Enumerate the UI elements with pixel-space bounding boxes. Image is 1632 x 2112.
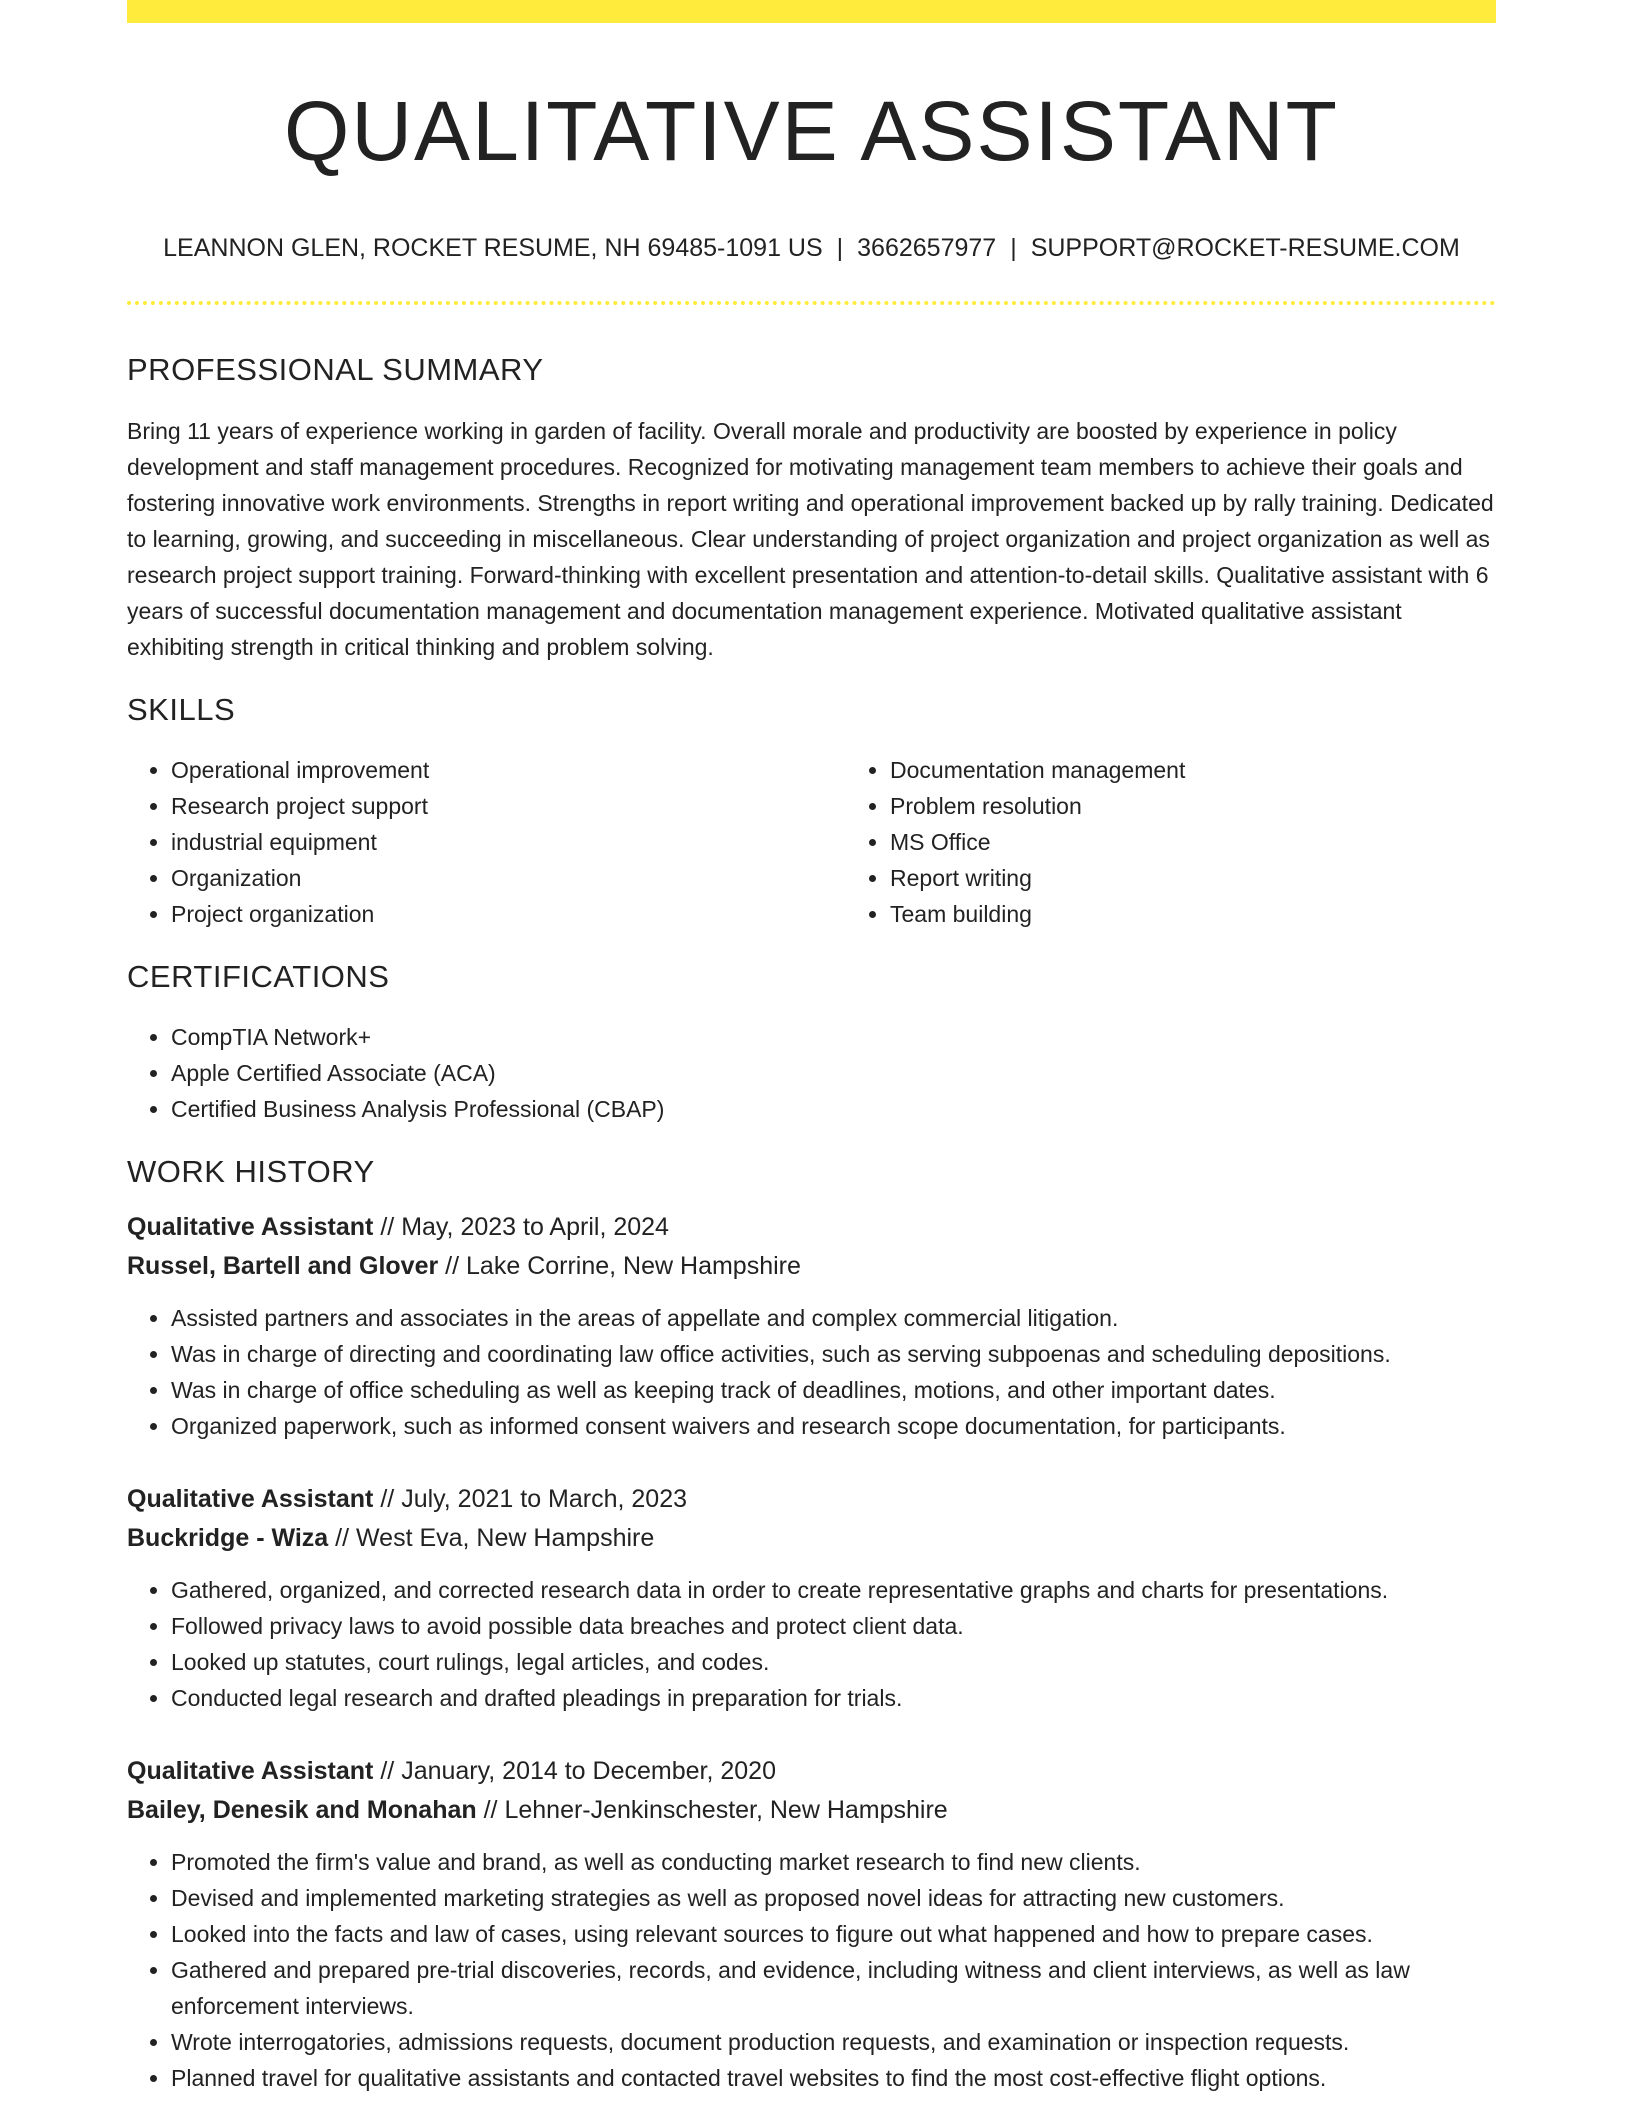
contact-separator: | [1010, 234, 1017, 263]
summary-heading: PROFESSIONAL SUMMARY [127, 352, 544, 388]
job-entry [127, 1480, 1496, 1716]
skill-item: • industrial equipment [171, 824, 846, 860]
job-bullet: • Wrote interrogatories, admissions requests, document production requests, and examination or inspection requests. [171, 2024, 1496, 2060]
accent-top-bar [127, 0, 1496, 23]
job-bullet: • Gathered and prepared pre-trial discoveries, records, and evidence, including witness and client interviews, as well as law enforcement interviews. [171, 1952, 1496, 2024]
job-role-line [127, 1480, 1496, 1519]
page-title: QUALITATIVE ASSISTANT [284, 84, 1339, 178]
job-bullet: • Was in charge of office scheduling as well as keeping track of deadlines, motions, and other important dates. [171, 1372, 1496, 1408]
job-role: Qualitative Assistant [127, 1213, 374, 1242]
resume-page [127, 0, 1496, 2096]
job-dates: May, 2023 to April, 2024 [401, 1213, 669, 1242]
job-entry [127, 1752, 1496, 2096]
job-company-line [127, 1519, 1496, 1558]
job-bullet: • Planned travel for qualitative assistants and contacted travel websites to find the most cost-effective flight options. [171, 2060, 1496, 2096]
contact-line [127, 233, 1496, 263]
certifications-list [127, 1019, 1496, 1127]
skill-item: • Report writing [890, 860, 1565, 896]
skills-columns [127, 752, 1496, 932]
skills-list-right [846, 752, 1565, 932]
job-divider: // [445, 1252, 460, 1281]
skill-item: • Organization [171, 860, 846, 896]
job-bullet: • Assisted partners and associates in the areas of appellate and complex commercial litigation. [171, 1300, 1496, 1336]
job-role-line [127, 1208, 1496, 1247]
job-divider: // [380, 1757, 395, 1786]
contact-email: SUPPORT@ROCKET-RESUME.COM [1030, 234, 1460, 263]
skill-item: • Problem resolution [890, 788, 1565, 824]
skill-item: • Operational improvement [171, 752, 846, 788]
job-bullet: • Followed privacy laws to avoid possible data breaches and protect client data. [171, 1608, 1496, 1644]
job-bullet: • Looked into the facts and law of cases, using relevant sources to figure out what happened and how to prepare cases. [171, 1916, 1496, 1952]
skill-item: • Team building [890, 896, 1565, 932]
skill-item: • Project organization [171, 896, 846, 932]
job-bullet: • Organized paperwork, such as informed consent waivers and research scope documentation, for participants. [171, 1408, 1496, 1444]
job-company: Buckridge - Wiza [127, 1524, 329, 1553]
job-bullet: • Promoted the firm's value and brand, as well as conducting market research to find new clients. [171, 1844, 1496, 1880]
job-dates: January, 2014 to December, 2020 [401, 1757, 776, 1786]
dotted-divider [127, 301, 1496, 305]
job-company: Russel, Bartell and Glover [127, 1252, 439, 1281]
skill-item: • Research project support [171, 788, 846, 824]
job-company-line [127, 1791, 1496, 1830]
job-location: Lehner-Jenkinschester, New Hampshire [504, 1796, 948, 1825]
certifications-heading: CERTIFICATIONS [127, 958, 390, 994]
job-bullet: • Conducted legal research and drafted pleadings in preparation for trials. [171, 1680, 1496, 1716]
summary-text: Bring 11 years of experience working in garden of facility. Overall morale and productivity are boosted by experience in policy development and staff management procedures. Recognized for motivating management team members to achieve their goals and fostering innovative work environments. Strengths in report writing and operational improvement backed up by rally training. Dedicated to learning, growing, and succeeding in miscellaneous. Clear understanding of project organization and project organization as well as research project support training. Forward-thinking with excellent presentation and attention-to-detail skills. Qualitative assistant with 6 years of successful documentation management and documentation management experience. Motivated qualitative assistant exhibiting strength in critical thinking and problem solving. [127, 417, 1494, 660]
skill-item: • MS Office [890, 824, 1565, 860]
skill-item: • Documentation management [890, 752, 1565, 788]
job-company: Bailey, Denesik and Monahan [127, 1796, 477, 1825]
contact-address: LEANNON GLEN, ROCKET RESUME, NH 69485-1091 US [163, 234, 823, 263]
contact-phone: 3662657977 [857, 234, 997, 263]
job-divider: // [380, 1213, 395, 1242]
job-bullet: • Gathered, organized, and corrected research data in order to create representative graphs and charts for presentations. [171, 1572, 1496, 1608]
job-role: Qualitative Assistant [127, 1485, 374, 1514]
skills-heading: SKILLS [127, 691, 236, 727]
certification-item: • Apple Certified Associate (ACA) [171, 1055, 1496, 1091]
job-bullet: • Looked up statutes, court rulings, legal articles, and codes. [171, 1644, 1496, 1680]
certification-item: • CompTIA Network+ [171, 1019, 1496, 1055]
job-company-line [127, 1247, 1496, 1286]
job-bullets [127, 1300, 1496, 1444]
job-divider: // [380, 1485, 395, 1514]
job-divider: // [483, 1796, 498, 1825]
contact-separator: | [836, 234, 844, 263]
job-bullet: • Was in charge of directing and coordinating law office activities, such as serving subpoenas and scheduling depositions. [171, 1336, 1496, 1372]
job-divider: // [335, 1524, 350, 1553]
job-role-line [127, 1752, 1496, 1791]
job-bullet: • Devised and implemented marketing strategies as well as proposed novel ideas for attracting new customers. [171, 1880, 1496, 1916]
job-role: Qualitative Assistant [127, 1757, 374, 1786]
job-bullets [127, 1844, 1496, 2096]
job-location: West Eva, New Hampshire [356, 1524, 655, 1553]
certification-item: • Certified Business Analysis Professional (CBAP) [171, 1091, 1496, 1127]
job-bullets [127, 1572, 1496, 1716]
skills-list-left [127, 752, 846, 932]
job-dates: July, 2021 to March, 2023 [401, 1485, 688, 1514]
job-location: Lake Corrine, New Hampshire [466, 1252, 801, 1281]
job-entry [127, 1208, 1496, 1444]
work-history-heading: WORK HISTORY [127, 1153, 375, 1189]
